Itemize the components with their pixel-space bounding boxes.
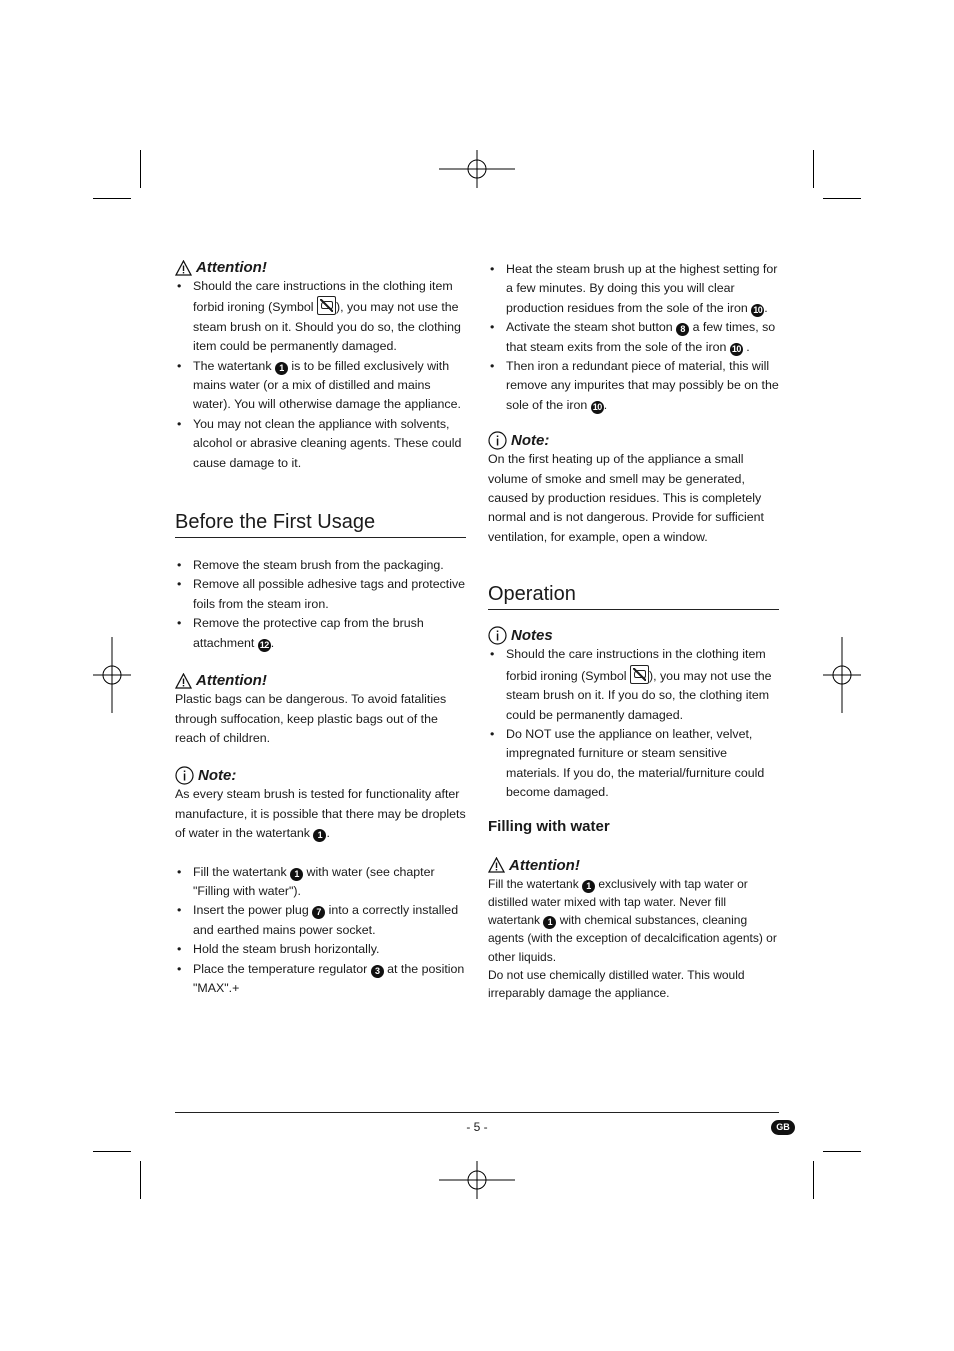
section-heading-before-first-usage: Before the First Usage	[175, 509, 466, 538]
attention-text: Do not use chemically distilled water. This would irreparably damage the appliance.	[488, 968, 745, 1001]
part-number-badge: 3	[371, 965, 384, 978]
part-number-badge: 8	[676, 323, 689, 336]
note-text: As every steam brush is tested for functionality after manufacture, it is possible that there may be droplets of water in the watertank 1 .	[175, 787, 466, 841]
list-item: • Then iron a redundant piece of material, this will remove any impurites that may possibly be on the sole of the iron 10 .	[488, 357, 779, 415]
left-column	[175, 258, 466, 998]
list-item: • Do NOT use the appliance on leather, velvet, impregnated furniture or steam sensitive materials. If you do, the material/furniture could become damaged.	[488, 725, 779, 803]
warning-icon	[175, 673, 192, 689]
subheading-filling-with-water: Filling with water	[488, 817, 610, 835]
no-iron-symbol-icon	[317, 296, 336, 315]
info-icon	[488, 431, 507, 450]
attention-heading: Attention!	[175, 671, 466, 690]
note-heading: Note:	[175, 766, 466, 785]
part-number-badge: 1	[582, 880, 595, 893]
note-heading: Note:	[488, 431, 779, 450]
part-number-badge: 7	[312, 906, 325, 919]
attention-text: Plastic bags can be dangerous. To avoid fatalities through suffocation, keep plastic bags out of the reach of children.	[175, 692, 447, 745]
part-number-badge: 1	[313, 829, 326, 842]
list-item: • Fill the watertank 1 with water (see chapter "Filling with water").	[175, 863, 466, 902]
warning-icon	[175, 260, 192, 276]
footer-rule	[175, 1112, 779, 1113]
part-number-badge: 12	[259, 639, 269, 650]
info-icon	[175, 766, 194, 785]
language-badge: GB	[771, 1120, 795, 1135]
notes-list	[488, 645, 779, 802]
info-icon	[488, 626, 507, 645]
attention-list	[175, 277, 466, 473]
list-item: • Insert the power plug 7 into a correctly installed and earthed mains power socket.	[175, 901, 466, 940]
right-column	[488, 260, 779, 1003]
list-item: • The watertank 1 is to be filled exclusively with mains water (or a mix of distilled and mains water). You will otherwise damage the appliance.	[175, 357, 466, 415]
section-heading-operation: Operation	[488, 581, 779, 610]
list-item: • You may not clean the appliance with solvents, alcohol or abrasive cleaning agents. These could cause damage to it.	[175, 415, 466, 473]
note-text: On the first heating up of the appliance a small volume of smoke and smell may be generated, caused by production residues. This is completely normal and is not dangerous. Provide for sufficient ventilation, for example, open a window.	[488, 452, 764, 544]
part-number-badge: 1	[275, 362, 288, 375]
list-item: • Should the care instructions in the clothing item forbid ironing (Symbol ), you may not use the steam brush on it. If you do so, the clothing item could be permanently damaged.	[488, 645, 779, 725]
part-number-badge: 10	[753, 304, 763, 315]
list-item: • Place the temperature regulator 3 at the position "MAX".+	[175, 960, 466, 999]
before-list	[175, 556, 466, 653]
part-number-badge: 10	[731, 343, 741, 354]
page-number: - 5 -	[466, 1120, 488, 1134]
warning-icon	[488, 857, 505, 873]
list-item: • Heat the steam brush up at the highest setting for a few minutes. By doing this you will clear production residues from the sole of the iron 10 .	[488, 260, 779, 318]
list-item: • Remove the steam brush from the packaging.	[175, 556, 466, 575]
attention-heading: Attention!	[488, 856, 779, 875]
steps-list	[175, 863, 466, 999]
heating-steps-list	[488, 260, 779, 415]
list-item: • Activate the steam shot button 8 a few times, so that steam exits from the sole of the iron 10 .	[488, 318, 779, 357]
list-item: • Remove the protective cap from the brush attachment 12 .	[175, 614, 466, 653]
part-number-badge: 1	[543, 916, 556, 929]
list-item: • Hold the steam brush horizontally.	[175, 940, 466, 959]
list-item: • Should the care instructions in the clothing item forbid ironing (Symbol ), you may not use the steam brush on it. Should you do so, the clothing item could be permanently damaged.	[175, 277, 466, 357]
part-number-badge: 10	[592, 401, 602, 412]
part-number-badge: 1	[290, 868, 303, 881]
attention-text: Fill the watertank 1 exclusively with tap water or distilled water mixed with tap water. Never fill watertank 1 with chemical substances, cleaning agents (with the exception of decalcification agents) or other liquids.	[488, 876, 777, 964]
notes-heading: Notes	[488, 626, 779, 645]
no-iron-symbol-icon	[630, 665, 649, 684]
attention-heading: Attention!	[175, 258, 466, 277]
list-item: • Remove all possible adhesive tags and protective foils from the steam iron.	[175, 575, 466, 614]
